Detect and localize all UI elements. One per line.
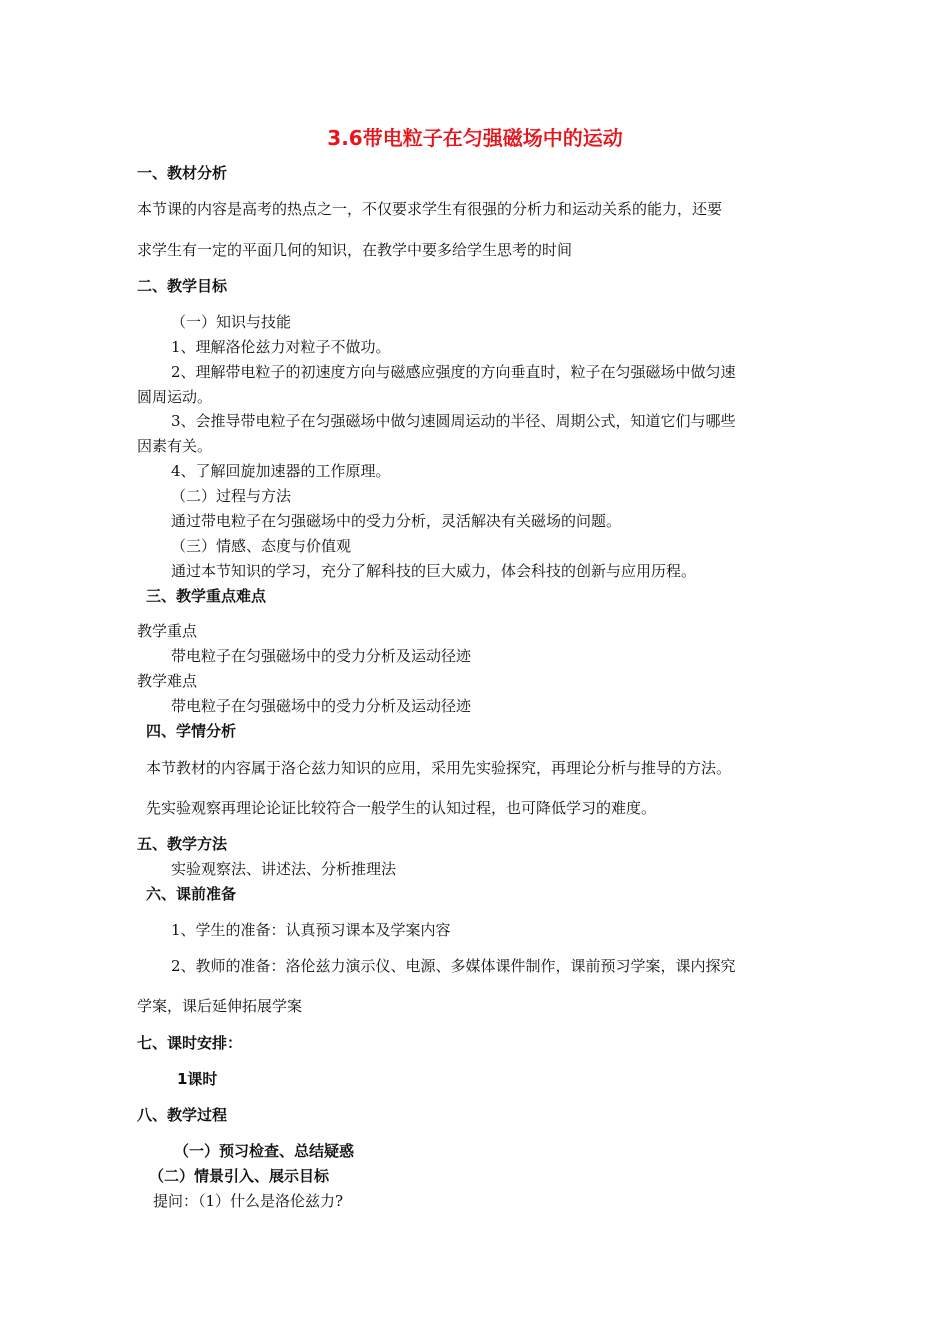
section-heading-3: 三、教学重点难点: [146, 587, 267, 605]
subheading: （二）过程与方法: [171, 487, 292, 505]
section-heading-4: 四、学情分析: [146, 722, 237, 740]
list-item: 1、理解洛伦兹力对粒子不做功。: [171, 338, 391, 356]
difficulty-label: 教学难点: [137, 672, 198, 690]
question-line: 提问：（1）什么是洛伦兹力?: [153, 1192, 344, 1210]
paragraph-line: 通过带电粒子在匀强磁场中的受力分析，灵活解决有关磁场的问题。: [171, 512, 622, 530]
subheading: （一）知识与技能: [171, 313, 292, 331]
paragraph-line: 本节教材的内容属于洛仑兹力知识的应用，采用先实验探究，再理论分析与推导的方法。: [146, 759, 732, 777]
paragraph-line: 先实验观察再理论论证比较符合一般学生的认知过程，也可降低学习的难度。: [146, 799, 657, 817]
list-item-continuation: 学案，课后延伸拓展学案: [137, 997, 303, 1015]
document-title: 3.6带电粒子在匀强磁场中的运动: [327, 126, 623, 150]
list-item: 3、会推导带电粒子在匀强磁场中做匀速圆周运动的半径、周期公式，知道它们与哪些: [171, 412, 736, 430]
difficulty-text: 带电粒子在匀强磁场中的受力分析及运动径迹: [171, 697, 472, 715]
subheading: （二）情景引入、展示目标: [149, 1167, 330, 1185]
section-heading-5: 五、教学方法: [137, 835, 228, 853]
list-item-continuation: 圆周运动。: [137, 388, 213, 406]
key-point-text: 带电粒子在匀强磁场中的受力分析及运动径迹: [171, 647, 472, 665]
list-item: 2、教师的准备：洛伦兹力演示仪、电源、多媒体课件制作，课前预习学案，课内探究: [171, 957, 736, 975]
paragraph-line: 实验观察法、讲述法、分析推理法: [171, 860, 397, 878]
section-heading-7: 七、课时安排：: [137, 1034, 243, 1052]
section-heading-2: 二、教学目标: [137, 277, 228, 295]
section-heading-1: 一、教材分析: [137, 164, 228, 182]
subheading: （三）情感、态度与价值观: [171, 537, 352, 555]
list-item: 1、学生的准备：认真预习课本及学案内容: [171, 921, 451, 939]
list-item: 2、理解带电粒子的初速度方向与磁感应强度的方向垂直时，粒子在匀强磁场中做匀速: [171, 363, 736, 381]
class-hours: 1课时: [177, 1070, 218, 1088]
section-heading-8: 八、教学过程: [137, 1106, 228, 1124]
paragraph-line: 求学生有一定的平面几何的知识，在教学中要多给学生思考的时间: [137, 241, 573, 259]
paragraph-line: 本节课的内容是高考的热点之一，不仅要求学生有很强的分析力和运动关系的能力，还要: [137, 200, 723, 218]
paragraph-line: 通过本节知识的学习，充分了解科技的巨大威力，体会科技的创新与应用历程。: [171, 562, 697, 580]
list-item: 4、了解回旋加速器的工作原理。: [171, 462, 391, 480]
subheading: （一）预习检查、总结疑惑: [174, 1142, 355, 1160]
list-item-continuation: 因素有关。: [137, 437, 213, 455]
section-heading-6: 六、课前准备: [146, 885, 237, 903]
key-point-label: 教学重点: [137, 622, 198, 640]
